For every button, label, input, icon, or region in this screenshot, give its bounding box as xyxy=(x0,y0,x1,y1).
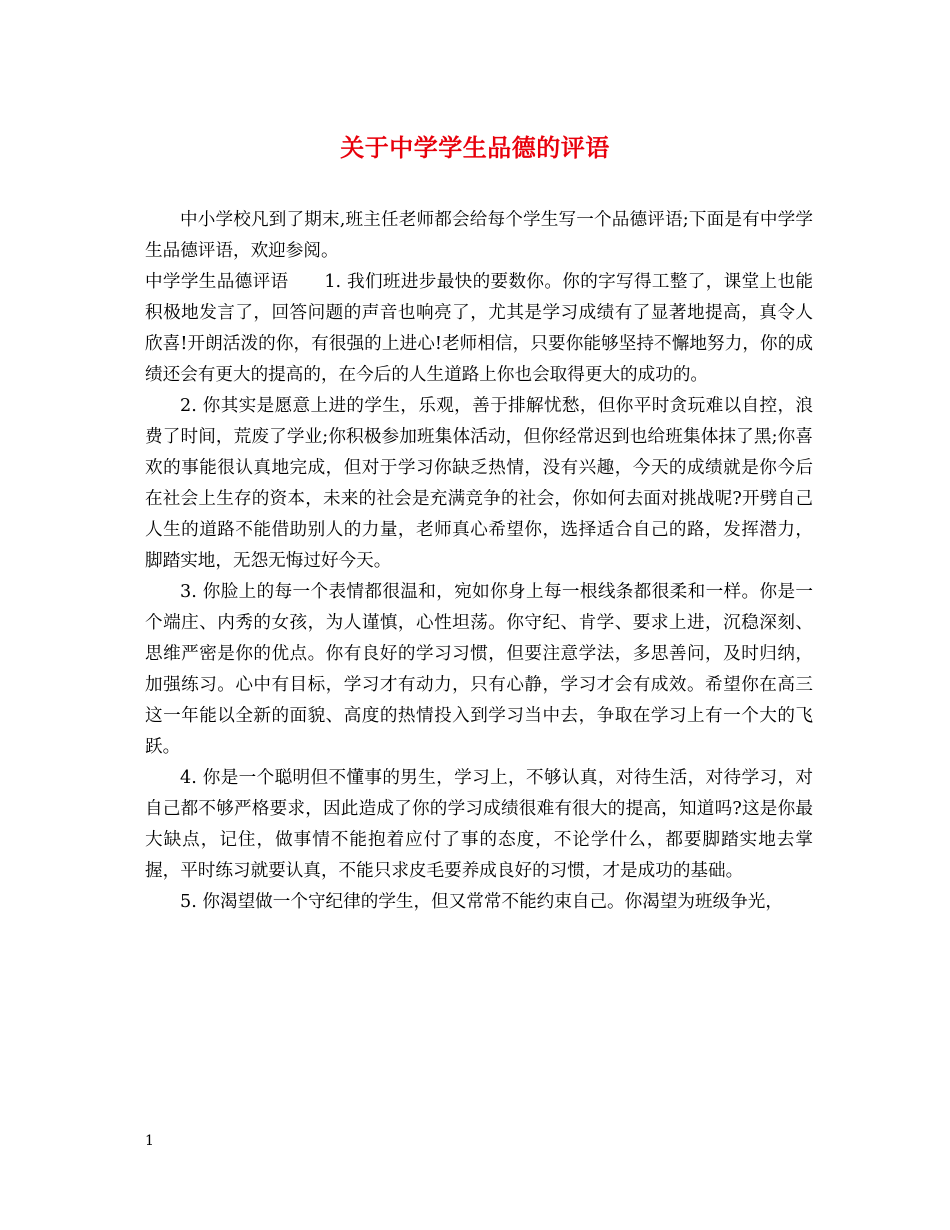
paragraph-comment-3: 3. 你脸上的每一个表情都很温和，宛如你身上每一根线条都很柔和一样。你是一个端庄、内秀的女孩，为人谨慎，心性坦荡。你守纪、肯学、要求上进，沉稳深刻、思维严密是你的优点。你有良好的学习习惯，但要注意学法，多思善问，及时归纳，加强练习。心中有目标，学习才有动力，只有心静，学习才会有成效。希望你在高三这一年能以全新的面貌、高度的热情投入到学习当中去，争取在学习上有一个大的飞跃。 xyxy=(145,582,813,757)
paragraph-comment-4: 4. 你是一个聪明但不懂事的男生，学习上，不够认真，对待生活，对待学习，对自己都不够严格要求，因此造成了你的学习成绩很难有很大的提高，知道吗?这是你最大缺点，记住，做事情不能抱着应付了事的态度，不论学什么，都要脚踏实地去掌握，平时练习就要认真，不能只求皮毛要养成良好的习惯，才是成功的基础。 xyxy=(145,768,813,881)
paragraph-comment-5: 5. 你渴望做一个守纪律的学生，但又常常不能约束自己。你渴望为班级争光， xyxy=(180,892,783,912)
paragraph-intro: 中小学校凡到了期末,班主任老师都会给每个学生写一个品德评语;下面是有中学学生品德评语，欢迎参阅。 xyxy=(145,210,813,261)
paragraph-comment-1: 中学学生品德评语 1. 我们班进步最快的要数你。你的字写得工整了，课堂上也能积极地发言了，回答问题的声音也响亮了，尤其是学习成绩有了显著地提高，真令人欣喜!开朗活泼的你，有很强的上进心!老师相信，只要你能够坚持不懈地努力，你的成绩还会有更大的提高的，在今后的人生道路上你也会取得更大的成功的。 xyxy=(145,272,813,385)
document-body xyxy=(145,205,813,918)
document-title: 关于中学学生品德的评语 xyxy=(340,133,610,162)
paragraph-comment-2: 2. 你其实是愿意上进的学生，乐观，善于排解忧愁，但你平时贪玩难以自控，浪费了时间，荒废了学业;你积极参加班集体活动，但你经常迟到也给班集体抹了黑;你喜欢的事能很认真地完成，但对于学习你缺乏热情，没有兴趣，今天的成绩就是你今后在社会上生存的资本，未来的社会是充满竞争的社会，你如何去面对挑战呢?开劈自己人生的道路不能借助别人的力量，老师真心希望你，选择适合自己的路，发挥潜力，脚踏实地，无怨无悔过好今天。 xyxy=(145,396,813,571)
page-number: 1 xyxy=(145,1133,154,1149)
